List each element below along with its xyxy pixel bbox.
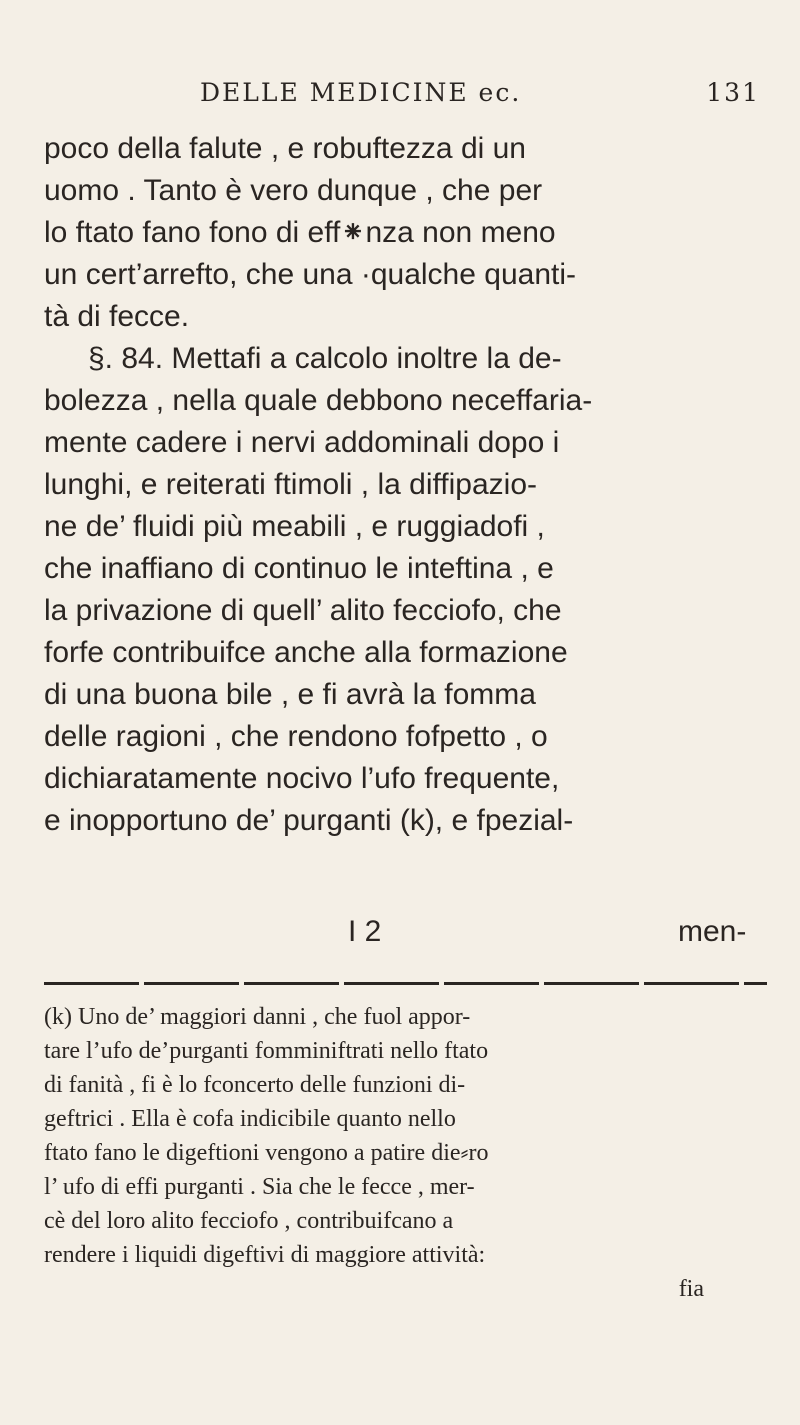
footnote-line: di fanità , fi è lo fconcerto delle funzioni di- (44, 1072, 466, 1098)
catchword: men- (678, 915, 747, 948)
signature-mark: I 2 (348, 915, 382, 948)
footnote-line: geftrici . Ella è cofa indicibile quanto nello (44, 1106, 456, 1132)
footnote-rule (44, 982, 767, 985)
footnote-line: rendere i liquidi digeftivi di maggiore attività: (44, 1242, 486, 1268)
paragraph-start-line: §. 84. Mettafi a calcolo inoltre la de- (88, 342, 562, 375)
text-line: uomo . Tanto è vero dunque , che per (44, 174, 543, 207)
text-line: tà di fecce. (44, 300, 190, 333)
footnote-line: (k) Uno de’ maggiori danni , che fuol appor- (44, 1004, 471, 1030)
footnote-catchword: fia (678, 1276, 704, 1302)
signature-line (0, 915, 800, 957)
text-line: bolezza , nella quale debbono neceffaria- (44, 384, 593, 417)
text-line: la privazione di quell’ alito fecciofo, che (44, 594, 562, 627)
footnote-line: cè del loro alito fecciofo , contribuifcano a (44, 1208, 454, 1234)
footnote-line: tare l’ufo de’purganti fomminiftrati nello ftato (44, 1038, 489, 1064)
footnote-line: ftato fano le digeftioni vengono a patire die⸗ro (44, 1140, 489, 1166)
page-number: 131 (706, 78, 760, 107)
main-text (44, 128, 769, 842)
text-line: un cert’arrefto, che una ·qualche quanti- (44, 258, 576, 291)
running-title: DELLE MEDICINE ec. (200, 78, 522, 107)
text-line: forfe contribuifce anche alla formazione (44, 636, 568, 669)
text-line: lunghi, e reiterati ftimoli , la diffipazio- (44, 468, 538, 501)
text-line: di una buona bile , e fi avrà la fomma (44, 678, 536, 711)
footnote-line: l’ ufo di effi purganti . Sia che le fecce , mer- (44, 1174, 475, 1200)
text-line: e inopportuno de’ purganti (k), e fpezial- (44, 804, 574, 837)
footnote (44, 1000, 764, 1306)
text-line: delle ragioni , che rendono fofpetto , o (44, 720, 548, 753)
text-line: ne de’ fluidi più meabili , e ruggiadofi , (44, 510, 545, 543)
text-line: poco della falute , e robuftezza di un (44, 132, 526, 165)
text-line: che inaffiano di continuo le inteftina , e (44, 552, 554, 585)
text-line: mente cadere i nervi addominali dopo i (44, 426, 560, 459)
running-header (200, 78, 760, 118)
text-line: lo ftato fano fono di eff⁕nza non meno (44, 216, 556, 249)
text-line: dichiaratamente nocivo l’ufo frequente, (44, 762, 560, 795)
